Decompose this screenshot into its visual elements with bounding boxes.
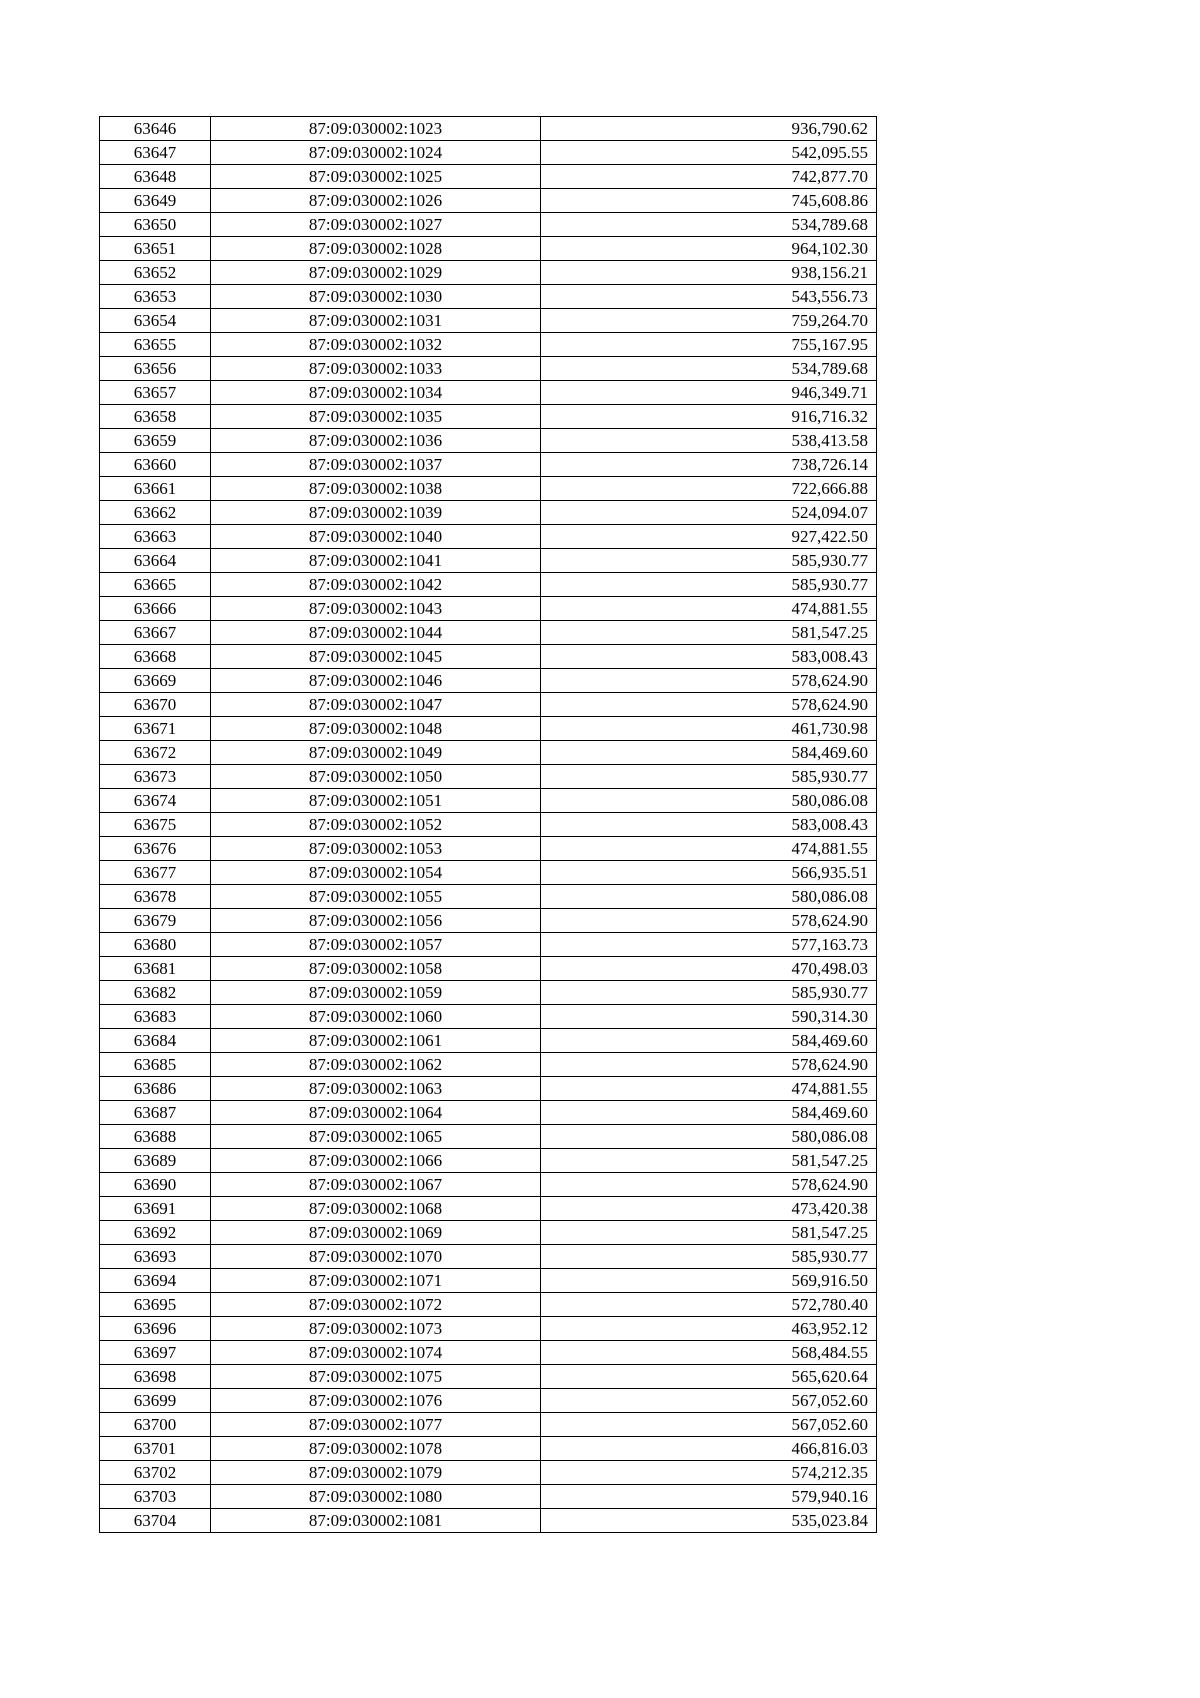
- cadastral-number-cell: 87:09:030002:1052: [211, 813, 541, 837]
- cadastral-value-cell: 722,666.88: [541, 477, 877, 501]
- table-row: [100, 885, 877, 909]
- cadastral-number-cell: 87:09:030002:1051: [211, 789, 541, 813]
- row-number-cell: 63692: [100, 1221, 211, 1245]
- cadastral-number-cell: 87:09:030002:1061: [211, 1029, 541, 1053]
- row-number-cell: 63671: [100, 717, 211, 741]
- row-number-cell: 63702: [100, 1461, 211, 1485]
- row-number-cell: 63682: [100, 981, 211, 1005]
- cadastral-number-cell: 87:09:030002:1043: [211, 597, 541, 621]
- cadastral-value-cell: 474,881.55: [541, 597, 877, 621]
- cadastral-value-cell: 585,930.77: [541, 1245, 877, 1269]
- row-number-cell: 63696: [100, 1317, 211, 1341]
- cadastral-value-cell: 585,930.77: [541, 765, 877, 789]
- cadastral-value-cell: 927,422.50: [541, 525, 877, 549]
- cadastral-value-cell: 567,052.60: [541, 1413, 877, 1437]
- cadastral-value-cell: 585,930.77: [541, 549, 877, 573]
- cadastral-value-cell: 466,816.03: [541, 1437, 877, 1461]
- cadastral-value-cell: 578,624.90: [541, 1053, 877, 1077]
- table-row: [100, 645, 877, 669]
- cadastral-value-cell: 574,212.35: [541, 1461, 877, 1485]
- cadastral-value-cell: 585,930.77: [541, 981, 877, 1005]
- cadastral-value-cell: 938,156.21: [541, 261, 877, 285]
- cadastral-number-cell: 87:09:030002:1054: [211, 861, 541, 885]
- cadastral-value-cell: 473,420.38: [541, 1197, 877, 1221]
- row-number-cell: 63688: [100, 1125, 211, 1149]
- cadastral-value-cell: 584,469.60: [541, 1029, 877, 1053]
- cadastral-value-cell: 581,547.25: [541, 1149, 877, 1173]
- row-number-cell: 63701: [100, 1437, 211, 1461]
- cadastral-value-cell: 936,790.62: [541, 117, 877, 141]
- cadastral-value-cell: 543,556.73: [541, 285, 877, 309]
- row-number-cell: 63668: [100, 645, 211, 669]
- cadastral-value-cell: 534,789.68: [541, 213, 877, 237]
- row-number-cell: 63690: [100, 1173, 211, 1197]
- cadastral-number-cell: 87:09:030002:1025: [211, 165, 541, 189]
- table-row: [100, 1293, 877, 1317]
- row-number-cell: 63665: [100, 573, 211, 597]
- table-row: [100, 1461, 877, 1485]
- row-number-cell: 63648: [100, 165, 211, 189]
- cadastral-value-cell: 566,935.51: [541, 861, 877, 885]
- row-number-cell: 63652: [100, 261, 211, 285]
- cadastral-value-cell: 584,469.60: [541, 741, 877, 765]
- row-number-cell: 63695: [100, 1293, 211, 1317]
- row-number-cell: 63650: [100, 213, 211, 237]
- table-row: [100, 669, 877, 693]
- row-number-cell: 63649: [100, 189, 211, 213]
- table-row: [100, 693, 877, 717]
- row-number-cell: 63663: [100, 525, 211, 549]
- table-row: [100, 1053, 877, 1077]
- row-number-cell: 63647: [100, 141, 211, 165]
- cadastral-value-cell: 578,624.90: [541, 669, 877, 693]
- table-row: [100, 1077, 877, 1101]
- cadastral-number-cell: 87:09:030002:1069: [211, 1221, 541, 1245]
- row-number-cell: 63689: [100, 1149, 211, 1173]
- row-number-cell: 63672: [100, 741, 211, 765]
- table-row: [100, 309, 877, 333]
- table-row: [100, 165, 877, 189]
- row-number-cell: 63676: [100, 837, 211, 861]
- cadastral-number-cell: 87:09:030002:1032: [211, 333, 541, 357]
- cadastral-value-cell: 745,608.86: [541, 189, 877, 213]
- row-number-cell: 63653: [100, 285, 211, 309]
- cadastral-number-cell: 87:09:030002:1064: [211, 1101, 541, 1125]
- cadastral-number-cell: 87:09:030002:1033: [211, 357, 541, 381]
- row-number-cell: 63675: [100, 813, 211, 837]
- cadastral-number-cell: 87:09:030002:1046: [211, 669, 541, 693]
- cadastral-number-cell: 87:09:030002:1024: [211, 141, 541, 165]
- cadastral-number-cell: 87:09:030002:1037: [211, 453, 541, 477]
- cadastral-number-cell: 87:09:030002:1026: [211, 189, 541, 213]
- cadastral-value-cell: 470,498.03: [541, 957, 877, 981]
- row-number-cell: 63662: [100, 501, 211, 525]
- cadastral-value-cell: 542,095.55: [541, 141, 877, 165]
- cadastral-value-cell: 524,094.07: [541, 501, 877, 525]
- cadastral-value-cell: 579,940.16: [541, 1485, 877, 1509]
- cadastral-number-cell: 87:09:030002:1041: [211, 549, 541, 573]
- table-row: [100, 861, 877, 885]
- cadastral-number-cell: 87:09:030002:1028: [211, 237, 541, 261]
- cadastral-number-cell: 87:09:030002:1076: [211, 1389, 541, 1413]
- table-row: [100, 189, 877, 213]
- cadastral-number-cell: 87:09:030002:1045: [211, 645, 541, 669]
- table-row: [100, 717, 877, 741]
- cadastral-value-cell: 581,547.25: [541, 1221, 877, 1245]
- cadastral-value-cell: 964,102.30: [541, 237, 877, 261]
- table-row: [100, 741, 877, 765]
- table-row: [100, 549, 877, 573]
- cadastral-number-cell: 87:09:030002:1047: [211, 693, 541, 717]
- row-number-cell: 63667: [100, 621, 211, 645]
- cadastral-number-cell: 87:09:030002:1074: [211, 1341, 541, 1365]
- row-number-cell: 63693: [100, 1245, 211, 1269]
- row-number-cell: 63657: [100, 381, 211, 405]
- table-row: [100, 1197, 877, 1221]
- table-row: [100, 141, 877, 165]
- cadastral-number-cell: 87:09:030002:1072: [211, 1293, 541, 1317]
- cadastral-value-cell: 568,484.55: [541, 1341, 877, 1365]
- cadastral-number-cell: 87:09:030002:1068: [211, 1197, 541, 1221]
- table-body: [100, 117, 877, 1533]
- cadastral-number-cell: 87:09:030002:1050: [211, 765, 541, 789]
- row-number-cell: 63699: [100, 1389, 211, 1413]
- cadastral-number-cell: 87:09:030002:1066: [211, 1149, 541, 1173]
- row-number-cell: 63666: [100, 597, 211, 621]
- cadastral-value-cell: 461,730.98: [541, 717, 877, 741]
- cadastral-number-cell: 87:09:030002:1049: [211, 741, 541, 765]
- table-row: [100, 981, 877, 1005]
- table-row: [100, 1437, 877, 1461]
- cadastral-number-cell: 87:09:030002:1038: [211, 477, 541, 501]
- cadastral-number-cell: 87:09:030002:1067: [211, 1173, 541, 1197]
- row-number-cell: 63697: [100, 1341, 211, 1365]
- cadastral-number-cell: 87:09:030002:1080: [211, 1485, 541, 1509]
- table-row: [100, 1173, 877, 1197]
- cadastral-number-cell: 87:09:030002:1040: [211, 525, 541, 549]
- table-row: [100, 1029, 877, 1053]
- cadastral-value-cell: 916,716.32: [541, 405, 877, 429]
- cadastral-value-cell: 538,413.58: [541, 429, 877, 453]
- cadastral-number-cell: 87:09:030002:1053: [211, 837, 541, 861]
- cadastral-value-cell: 578,624.90: [541, 909, 877, 933]
- cadastral-number-cell: 87:09:030002:1057: [211, 933, 541, 957]
- cadastral-value-cell: 580,086.08: [541, 885, 877, 909]
- row-number-cell: 63680: [100, 933, 211, 957]
- cadastral-value-cell: 572,780.40: [541, 1293, 877, 1317]
- table-row: [100, 381, 877, 405]
- cadastral-value-cell: 590,314.30: [541, 1005, 877, 1029]
- cadastral-number-cell: 87:09:030002:1023: [211, 117, 541, 141]
- table-row: [100, 621, 877, 645]
- row-number-cell: 63661: [100, 477, 211, 501]
- cadastral-value-cell: 534,789.68: [541, 357, 877, 381]
- cadastral-number-cell: 87:09:030002:1039: [211, 501, 541, 525]
- table-row: [100, 837, 877, 861]
- cadastral-value-cell: 569,916.50: [541, 1269, 877, 1293]
- table-row: [100, 213, 877, 237]
- cadastral-number-cell: 87:09:030002:1079: [211, 1461, 541, 1485]
- cadastral-value-cell: 759,264.70: [541, 309, 877, 333]
- cadastral-number-cell: 87:09:030002:1034: [211, 381, 541, 405]
- cadastral-value-cell: 577,163.73: [541, 933, 877, 957]
- cadastral-number-cell: 87:09:030002:1048: [211, 717, 541, 741]
- row-number-cell: 63704: [100, 1509, 211, 1533]
- cadastral-number-cell: 87:09:030002:1056: [211, 909, 541, 933]
- table-row: [100, 909, 877, 933]
- cadastral-number-cell: 87:09:030002:1062: [211, 1053, 541, 1077]
- cadastral-value-cell: 583,008.43: [541, 645, 877, 669]
- cadastral-number-cell: 87:09:030002:1055: [211, 885, 541, 909]
- row-number-cell: 63686: [100, 1077, 211, 1101]
- table-row: [100, 1269, 877, 1293]
- cadastral-value-cell: 580,086.08: [541, 789, 877, 813]
- table-row: [100, 453, 877, 477]
- cadastral-value-cell: 565,620.64: [541, 1365, 877, 1389]
- table-row: [100, 957, 877, 981]
- cadastral-number-cell: 87:09:030002:1044: [211, 621, 541, 645]
- table-row: [100, 789, 877, 813]
- row-number-cell: 63683: [100, 1005, 211, 1029]
- cadastral-number-cell: 87:09:030002:1065: [211, 1125, 541, 1149]
- cadastral-value-cell: 583,008.43: [541, 813, 877, 837]
- cadastral-number-cell: 87:09:030002:1042: [211, 573, 541, 597]
- row-number-cell: 63664: [100, 549, 211, 573]
- table-row: [100, 1221, 877, 1245]
- cadastral-value-cell: 578,624.90: [541, 693, 877, 717]
- row-number-cell: 63678: [100, 885, 211, 909]
- table-row: [100, 1149, 877, 1173]
- row-number-cell: 63703: [100, 1485, 211, 1509]
- cadastral-number-cell: 87:09:030002:1070: [211, 1245, 541, 1269]
- table-row: [100, 1389, 877, 1413]
- table-row: [100, 261, 877, 285]
- cadastral-number-cell: 87:09:030002:1073: [211, 1317, 541, 1341]
- cadastral-number-cell: 87:09:030002:1027: [211, 213, 541, 237]
- table-row: [100, 573, 877, 597]
- cadastral-number-cell: 87:09:030002:1029: [211, 261, 541, 285]
- row-number-cell: 63677: [100, 861, 211, 885]
- cadastral-value-cell: 742,877.70: [541, 165, 877, 189]
- table-row: [100, 429, 877, 453]
- cadastral-value-cell: 738,726.14: [541, 453, 877, 477]
- table-row: [100, 477, 877, 501]
- cadastral-value-cell: 585,930.77: [541, 573, 877, 597]
- row-number-cell: 63656: [100, 357, 211, 381]
- cadastral-number-cell: 87:09:030002:1036: [211, 429, 541, 453]
- table-row: [100, 237, 877, 261]
- cadastral-value-cell: 584,469.60: [541, 1101, 877, 1125]
- row-number-cell: 63660: [100, 453, 211, 477]
- cadastral-number-cell: 87:09:030002:1031: [211, 309, 541, 333]
- table-row: [100, 333, 877, 357]
- table-row: [100, 1485, 877, 1509]
- cadastral-value-cell: 946,349.71: [541, 381, 877, 405]
- row-number-cell: 63659: [100, 429, 211, 453]
- cadastral-value-cell: 567,052.60: [541, 1389, 877, 1413]
- row-number-cell: 63694: [100, 1269, 211, 1293]
- cadastral-value-cell: 474,881.55: [541, 837, 877, 861]
- table-row: [100, 501, 877, 525]
- table-row: [100, 525, 877, 549]
- table-row: [100, 405, 877, 429]
- row-number-cell: 63670: [100, 693, 211, 717]
- row-number-cell: 63646: [100, 117, 211, 141]
- cadastral-number-cell: 87:09:030002:1035: [211, 405, 541, 429]
- table-row: [100, 1005, 877, 1029]
- cadastral-number-cell: 87:09:030002:1081: [211, 1509, 541, 1533]
- cadastral-value-cell: 463,952.12: [541, 1317, 877, 1341]
- row-number-cell: 63674: [100, 789, 211, 813]
- table-row: [100, 933, 877, 957]
- cadastral-number-cell: 87:09:030002:1060: [211, 1005, 541, 1029]
- cadastral-value-cell: 578,624.90: [541, 1173, 877, 1197]
- row-number-cell: 63691: [100, 1197, 211, 1221]
- row-number-cell: 63669: [100, 669, 211, 693]
- table-row: [100, 597, 877, 621]
- table-row: [100, 1365, 877, 1389]
- cadastral-number-cell: 87:09:030002:1075: [211, 1365, 541, 1389]
- cadastral-number-cell: 87:09:030002:1063: [211, 1077, 541, 1101]
- cadastral-number-cell: 87:09:030002:1059: [211, 981, 541, 1005]
- cadastral-number-cell: 87:09:030002:1078: [211, 1437, 541, 1461]
- row-number-cell: 63679: [100, 909, 211, 933]
- cadastral-value-cell: 581,547.25: [541, 621, 877, 645]
- cadastral-number-cell: 87:09:030002:1077: [211, 1413, 541, 1437]
- row-number-cell: 63685: [100, 1053, 211, 1077]
- cadastral-number-cell: 87:09:030002:1058: [211, 957, 541, 981]
- row-number-cell: 63655: [100, 333, 211, 357]
- table-row: [100, 1341, 877, 1365]
- table-row: [100, 1509, 877, 1533]
- row-number-cell: 63681: [100, 957, 211, 981]
- row-number-cell: 63658: [100, 405, 211, 429]
- table-row: [100, 1413, 877, 1437]
- cadastral-number-cell: 87:09:030002:1071: [211, 1269, 541, 1293]
- row-number-cell: 63654: [100, 309, 211, 333]
- cadastral-number-cell: 87:09:030002:1030: [211, 285, 541, 309]
- cadastral-value-cell: 580,086.08: [541, 1125, 877, 1149]
- table-row: [100, 813, 877, 837]
- table-row: [100, 1125, 877, 1149]
- row-number-cell: 63687: [100, 1101, 211, 1125]
- table-row: [100, 285, 877, 309]
- row-number-cell: 63673: [100, 765, 211, 789]
- row-number-cell: 63651: [100, 237, 211, 261]
- cadastral-value-table: [99, 116, 877, 1533]
- table-row: [100, 117, 877, 141]
- row-number-cell: 63700: [100, 1413, 211, 1437]
- table-row: [100, 1245, 877, 1269]
- row-number-cell: 63698: [100, 1365, 211, 1389]
- cadastral-value-cell: 474,881.55: [541, 1077, 877, 1101]
- table-row: [100, 1101, 877, 1125]
- table-row: [100, 357, 877, 381]
- row-number-cell: 63684: [100, 1029, 211, 1053]
- table-row: [100, 1317, 877, 1341]
- cadastral-value-cell: 535,023.84: [541, 1509, 877, 1533]
- table-row: [100, 765, 877, 789]
- cadastral-value-cell: 755,167.95: [541, 333, 877, 357]
